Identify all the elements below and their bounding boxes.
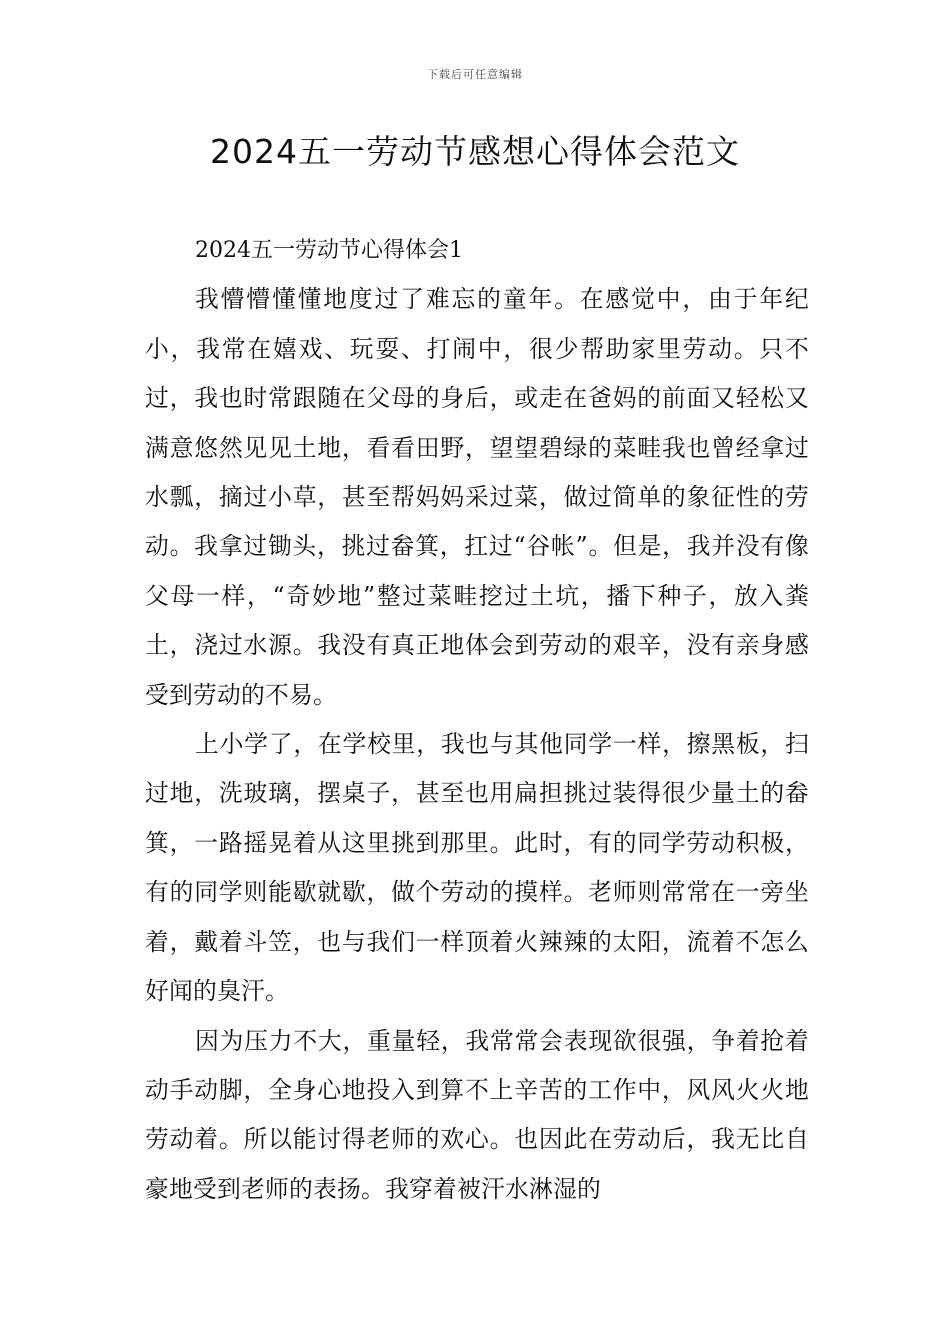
- section-heading: 2024五一劳动节心得体会1: [195, 238, 463, 263]
- page-title: 2024五一劳动节感想心得体会范文: [210, 132, 740, 171]
- download-note: 下载后可任意编辑: [427, 68, 523, 81]
- paragraph-2: 上小学了，在学校里，我也与其他同学一样，擦黑板，扫过地，洗玻璃，摆桌子，甚至也用扁担挑过装得很少量土的畚箕，一路摇晃着从这里挑到那里。此时，有的同学劳动积极，有的同学则能歇就歇，做个劳动的摸样。老师则常常在一旁坐着，戴着斗笠，也与我们一样顶着火辣辣的太阳，流着不怎么好闻的臭汗。: [145, 730, 809, 1006]
- document-body: [145, 226, 809, 1214]
- paragraph-1: 我懵懵懂懂地度过了难忘的童年。在感觉中，由于年纪小，我常在嬉戏、玩耍、打闹中，很少帮助家里劳动。只不过，我也时常跟随在父母的身后，或走在爸妈的前面又轻松又满意悠然见见土地，看看田野，望望碧绿的菜畦我也曾经拿过水瓢，摘过小草，甚至帮妈妈采过菜，做过简单的象征性的劳动。我拿过锄头，挑过畚箕，扛过“谷帐”。但是，我并没有像父母一样，“奇妙地”整过菜畦挖过土坑，播下种子，放入粪土，浇过水源。我没有真正地体会到劳动的艰辛，没有亲身感受到劳动的不易。: [145, 285, 809, 709]
- paragraph-3: 因为压力不大，重量轻，我常常会表现欲很强，争着抢着动手动脚，全身心地投入到算不上辛苦的工作中，风风火火地劳动着。所以能讨得老师的欢心。也因此在劳动后，我无比自豪地受到老师的表扬。我穿着被汗水淋湿的: [145, 1026, 809, 1203]
